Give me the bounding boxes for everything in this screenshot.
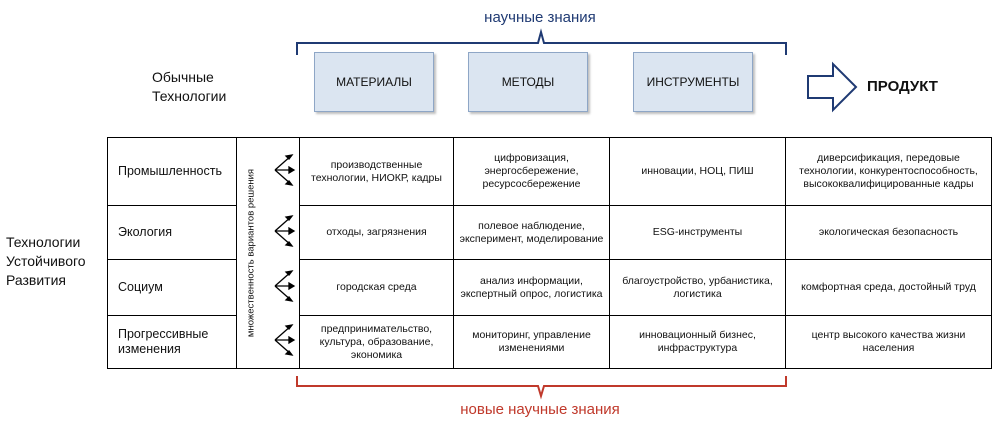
cell-ecology-materials: отходы, загрязнения [300,206,454,260]
sustainable-tech-line1: Технологии [6,234,81,250]
cell-society-methods: анализ информации, экспертный опрос, логистика [454,260,610,316]
bottom-brace [297,376,786,396]
vertical-label-container [236,137,266,368]
branch-arrows-icon [270,266,300,306]
cell-progressive-product: центр высокого качества жизни населения [786,316,992,369]
cell-progressive-tools: инновационный бизнес, инфраструктура [610,316,786,369]
cell-ecology-tools: ESG-инструменты [610,206,786,260]
ordinary-tech-line1: Обычные [152,69,214,85]
row-label-progressive: Прогрессивные изменения [108,316,237,369]
row-label-ecology: Экология [108,206,237,260]
vertical-label: множественность вариантов решения [245,168,257,337]
ordinary-tech-label [152,68,272,106]
bottom-brace-label: новые научные знания [460,400,620,418]
product-label: ПРОДУКТ [867,78,938,95]
cell-industry-tools: инновации, НОЦ, ПИШ [610,138,786,206]
sustainable-tech-line3: Развития [6,272,66,288]
cell-industry-methods: цифровизация, энергосбережение, ресурсосбережение [454,138,610,206]
branch-arrows-icon [270,320,300,360]
methods-box: МЕТОДЫ [468,52,588,112]
sustainable-tech-label [6,233,106,290]
cell-industry-materials: производственные технологии, НИОКР, кадры [300,138,454,206]
row-label-society: Социум [108,260,237,316]
cell-progressive-materials: предпринимательство, культура, образование, экономика [300,316,454,369]
cell-society-product: комфортная среда, достойный труд [786,260,992,316]
cell-progressive-methods: мониторинг, управление изменениями [454,316,610,369]
cell-society-materials: городская среда [300,260,454,316]
product-arrow-icon [808,64,856,110]
tools-box: ИНСТРУМЕНТЫ [633,52,753,112]
sustainable-tech-line2: Устойчивого [6,253,86,269]
row-label-industry: Промышленность [108,138,237,206]
materials-box: МАТЕРИАЛЫ [314,52,434,112]
ordinary-tech-line2: Технологии [152,88,227,104]
cell-society-tools: благоустройство, урбанистика, логистика [610,260,786,316]
branch-arrows-icon [270,150,300,190]
cell-ecology-product: экологическая безопасность [786,206,992,260]
cell-industry-product: диверсификация, передовые технологии, конкурентоспособность, высококвалифицированные кадры [786,138,992,206]
branch-arrows-icon [270,211,300,251]
cell-ecology-methods: полевое наблюдение, эксперимент, моделирование [454,206,610,260]
top-brace-label: научные знания [484,8,596,26]
